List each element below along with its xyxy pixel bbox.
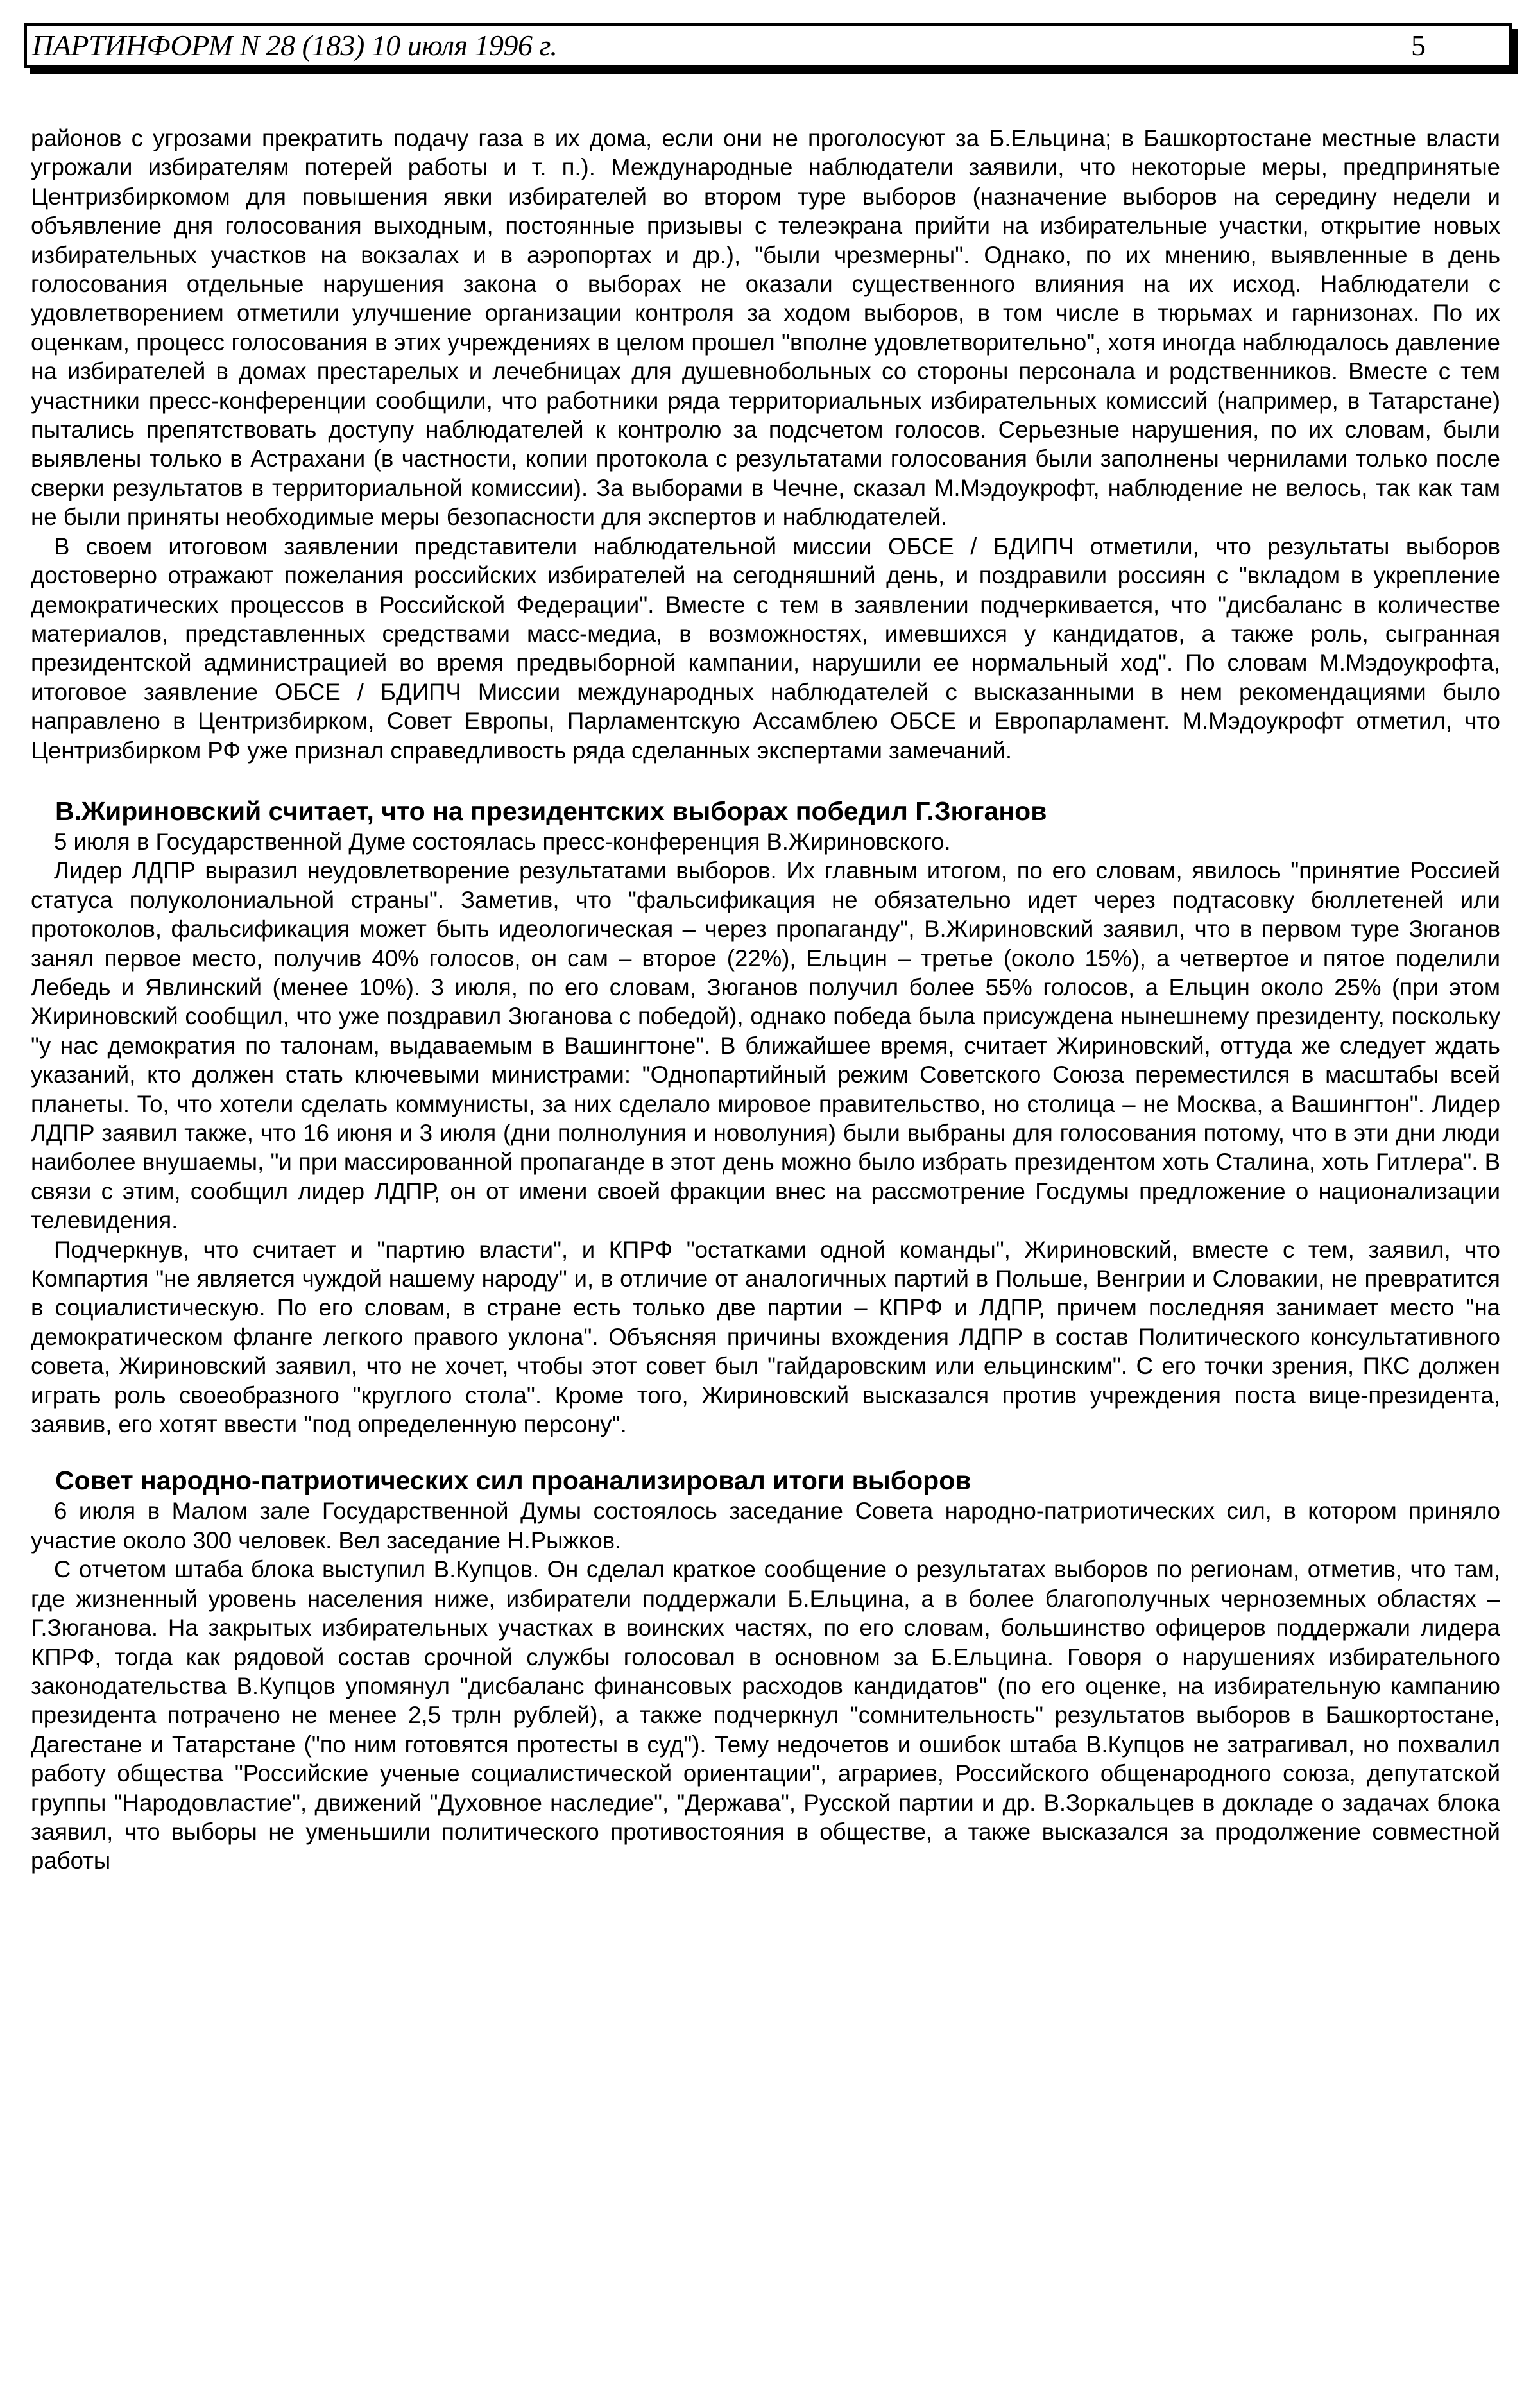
paragraph: районов с угрозами прекратить подачу газа в их дома, если они не проголосуют за Б.Ельцина; в Башкортостане местные власти угрожали избирателям потерей работы и т. п.). Международные наблюдатели заявили, что некоторые меры, предпринятые Центризбиркомом для повышения явки избирателей во втором туре выборов (назначение выборов на середину недели и объявление дня голосования выходным, постоянные призывы с телеэкрана прийти на избирательные участки, открытие новых избирательных участков на вокзалах и в аэропортах и др.), "были чрезмерны". Однако, по их мнению, выявленные в день голосования отдельные нарушения закона о выборах не оказали существенного влияния на их исход. Наблюдатели с удовлетворением отметили улучшение организации контроля за ходом выборов, в том числе в тюрьмах и гарнизонах. По их оценкам, процесс голосования в этих учреждениях в целом прошел "вполне удовлетворительно", хотя иногда наблюдалось давление на избирателей в домах престарелых и лечебницах для душевнобольных со стороны персонала и родственников. Вместе с тем участники пресс-конференции сообщили, что работники ряда территориальных избирательных комиссий (например, в Татарстане) пытались препятствовать доступу наблюдателей к контролю за подсчетом голосов. Серьезные нарушения, по их словам, были выявлены только в Астрахани (в частности, копии протокола с результатами голосования были заполнены чернилами только после сверки результатов в территориальной комиссии). За выборами в Чечне, сказал М.Мэдоукрофт, наблюдение не велось, так как там не были приняты необходимые меры безопасности для экспертов и наблюдателей. — [31, 125, 1500, 531]
section-heading: В.Жириновский считает, что на президентских выборах победил Г.Зюганов — [55, 796, 1047, 826]
paragraph: В своем итоговом заявлении представители наблюдательной миссии ОБСЕ / БДИПЧ отметили, что результаты выборов достоверно отражают пожелания российских избирателей на сегодняшний день, и поздравили россиян с "вкладом в укрепление демократических процессов в Российской Федерации". Вместе с тем в заявлении подчеркивается, что "дисбаланс в количестве материалов, представленных средствами масс-медиа, в возможностях, имевшихся у кандидатов, а также роль, сыгранная президентской администрацией во время предвыборной кампании, нарушили ее нормальный ход". По словам М.Мэдоукрофта, итоговое заявление ОБСЕ / БДИПЧ Миссии международных наблюдателей с высказанными в нем рекомендациями было направлено в Центризбирком, Совет Европы, Парламентскую Ассамблею ОБСЕ и Европарламент. М.Мэдоукрофт отметил, что Центризбирком РФ уже признал справедливость ряда сделанных экспертами замечаний. — [31, 533, 1500, 764]
article-body — [31, 124, 1500, 1876]
section-heading: Совет народно-патриотических сил проанализировал итоги выборов — [55, 1466, 971, 1496]
paragraph: С отчетом штаба блока выступил В.Купцов. Он сделал краткое сообщение о результатах выборов по регионам, отметив, что там, где жизненный уровень населения ниже, избиратели поддержали Б.Ельцина, а в более благополучных черноземных областях – Г.Зюганова. На закрытых избирательных участках в воинских частях, по его словам, большинство офицеров поддержали лидера КПРФ, тогда как рядовой состав срочной службы голосовал в основном за Б.Ельцина. Говоря о нарушениях избирательного законодательства В.Купцов упомянул "дисбаланс финансовых расходов кандидатов" (по его оценке, на избирательную кампанию президента потрачено не менее 2,5 трлн рублей), а также подчеркнул "сомнительность" результатов выборов в Башкортостане, Дагестане и Татарстане ("по ним готовятся протесты в суд"). Тему недочетов и ошибок штаба В.Купцов не затрагивал, но похвалил работу общества "Российские ученые социалистической ориентации", аграриев, Российского общенародного союза, депутатской группы "Народовластие", движений "Духовное наследие", "Держава", Русской партии и др. В.Зоркальцев в докладе о задачах блока заявил, что выборы не уменьшили политического противостояния в обществе, а также высказался за продолжение совместной работы — [31, 1556, 1500, 1874]
publication-title: ПАРТИНФОРМ N 28 (183) 10 июля 1996 г. — [32, 29, 558, 62]
page-header — [24, 23, 1512, 68]
paragraph: 6 июля в Малом зале Государственной Думы состоялось заседание Совета народно-патриотических сил, в котором приняло участие около 300 человек. Вел заседание Н.Рыжков. — [31, 1498, 1500, 1554]
page-number: 5 — [1411, 29, 1426, 62]
paragraph: 5 июля в Государственной Думе состоялась пресс-конференция В.Жириновского. — [54, 828, 951, 855]
paragraph: Лидер ЛДПР выразил неудовлетворение результатами выборов. Их главным итогом, по его словам, явилось "принятие Россией статуса полуколониальной страны". Заметив, что "фальсификация не обязательно идет через подтасовку бюллетеней или протоколов, фальсификация может быть идеологическая – через пропаганду", В.Жириновский заявил, что в первом туре Зюганов занял первое место, получив 40% голосов, он сам – второе (22%), Ельцин – третье (около 15%), а четвертое и пятое поделили Лебедь и Явлинский (менее 10%). 3 июля, по его словам, Зюганов получил более 55% голосов, а Ельцин около 25% (при этом Жириновский сообщил, что уже поздравил Зюганова с победой), однако победа была присуждена нынешнему президенту, поскольку "у нас демократия по талонам, выдаваемым в Вашингтоне". В ближайшее время, считает Жириновский, оттуда же следует ждать указаний, кто должен стать ключевыми министрами: "Однопартийный режим Советского Союза переместился в масштабы всей планеты. То, что хотели сделать коммунисты, за них сделало мировое правительство, но столица – не Москва, а Вашингтон". Лидер ЛДПР заявил также, что 16 июня и 3 июля (дни полнолуния и новолуния) были выбраны для голосования потому, что в эти дни люди наиболее внушаемы, "и при массированной пропаганде в этот день можно было избрать президентом хоть Сталина, хоть Гитлера". В связи с этим, сообщил лидер ЛДПР, он от имени своей фракции внес на рассмотрение Госдумы предложение о национализации телевидения. — [31, 857, 1500, 1234]
paragraph: Подчеркнув, что считает и "партию власти", и КПРФ "остатками одной команды", Жириновский, вместе с тем, заявил, что Компартия "не является чуждой нашему народу" и, в отличие от аналогичных партий в Польше, Венгрии и Словакии, не превратится в социалистическую. По его словам, в стране есть только две партии – КПРФ и ЛДПР, причем последняя занимает место "на демократическом фланге легкого правого уклона". Объясняя причины вхождения ЛДПР в состав Политического консультативного совета, Жириновский заявил, что не хочет, чтобы этот совет был "гайдаровским или ельцинским". С его точки зрения, ПКС должен играть роль своеобразного "круглого стола". Кроме того, Жириновский высказался против учреждения поста вице-президента, заявив, его хотят ввести "под определенную персону". — [31, 1236, 1500, 1438]
